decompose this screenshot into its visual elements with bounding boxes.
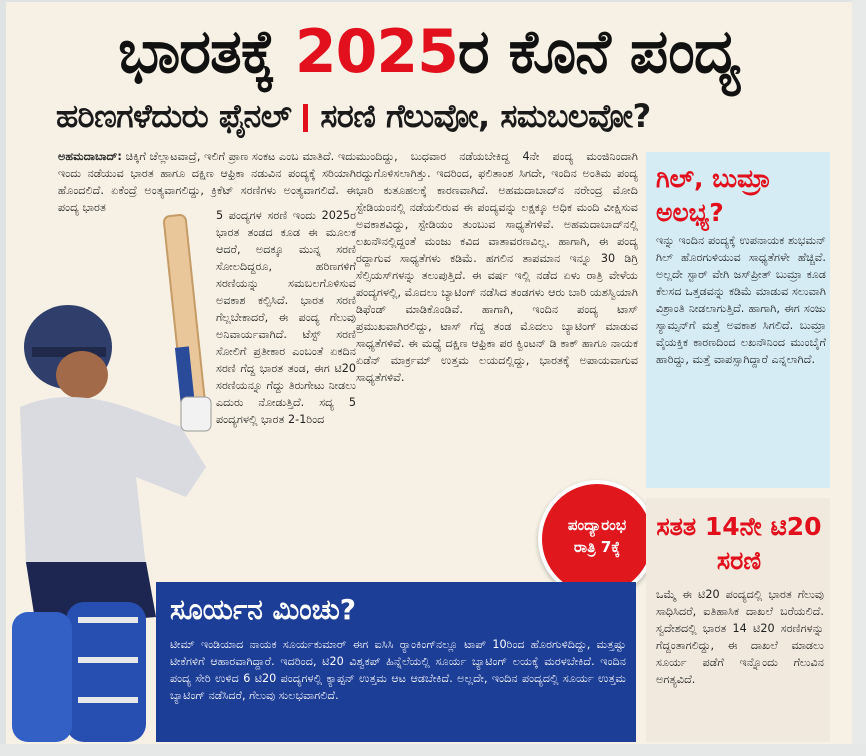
sidebar-gill-bumrah [646, 152, 830, 488]
newspaper-page [6, 2, 852, 744]
story-col1-text: ಚಿಕ್ಕಿಗೆ ಚೆಲ್ಲಾಟವಾದ್ರೆ, ಇಲಿಗೆ ಪ್ರಾಣ ಸಂಕಟ ಎಂಬ ಮಾತಿದೆ. ಇದು ಇಂದು ನಡೆಯುವ ಭಾರತ ಹಾಗೂ ದಕ್ಷಿಣ ಆಫ್ರಿಕಾ ನಡುವಿನ ಪಂದ್ಯಕ್ಕೆ ಸರಿಯಾಗಿ ಹೊಂದಲಿದೆ. ಏಕೆಂದ್ರೆ ಅಂತ್ಯವಾಗಲಿದ್ದು, ಕ್ರಿಕೆಟ್ ಸರಣಿಗಳು ಅಂತ್ಯವಾಗಲಿದೆ. ಈ ಪಂದ್ಯ ಭಾರತ [58, 150, 356, 214]
sidebar-bottom-title: ಸತತ 14ನೇ ಟಿ20 ಸರಣಿ [656, 512, 822, 575]
surya-box-text: ಟೀಮ್ ಇಂಡಿಯಾದ ನಾಯಕ ಸೂರ್ಯಕುಮಾರ್ ಈಗ ಐಸಿಸಿ ರ‍್ಯಾಂಕಿಂಗ್‌ನಲ್ಲೂ ಟಾಪ್ 10ರಿಂದ ಹೊರಗುಳಿದಿದ್ದು, ಮತ್ತಷ್ಟು ಟೀಕೆಗಳಿಗೆ ಆಹಾರವಾಗಿದ್ದಾರೆ. ಇದರಿಂದ, ಟಿ20 ವಿಶ್ವಕಪ್ ಹಿನ್ನೆಲೆಯಲ್ಲಿ ಸೂರ್ಯ ಬ್ಯಾಟಿಂಗ್ ಲಯಕ್ಕೆ ಮರಳಬೇಕಿದೆ. ಇಂದಿನ ಪಂದ್ಯ ಸೇರಿ ಉಳಿದ 6 ಟಿ20 ಪಂದ್ಯಗಳಲ್ಲಿ ಕ್ಯಾಪ್ಟನ್ ಉತ್ತಮ ಆಟ ಆಡಬೇಕಿದೆ. ಅಲ್ಲದೇ, ಇಂದಿನ ಪಂದ್ಯದಲ್ಲಿ ಸೂರ್ಯ ಉತ್ತಮ ಬ್ಯಾಟಿಂಗ್ ನಡೆಸಿದರೆ, ಗೆಲುವು ಸುಲಭವಾಗಲಿದೆ. [170, 638, 626, 702]
headline-part2: ರ ಕೊನೆ ಪಂದ್ಯ [457, 17, 740, 87]
dateline: ಅಹಮದಾಬಾದ್: [58, 150, 122, 163]
badge-line2: ರಾತ್ರಿ 7ಕ್ಕೆ [573, 538, 621, 556]
scan-margin-bottom [0, 744, 866, 756]
subheadline [56, 94, 846, 138]
sidebar-top-title: ಗಿಲ್, ಬುಮ್ರಾ ಅಲಭ್ಯ? [656, 164, 771, 227]
surya-box-title: ಸೂರ್ಯನ ಮಿಂಚು? [170, 593, 356, 626]
story-col2-text: ಮುಂದಿದ್ದು, ಬುಧವಾರ ನಡೆಯಬೇಕಿದ್ದ 4ನೇ ಪಂದ್ಯ ಮಂಜಿನಿಂದಾಗಿ ರದ್ದುಗೊಳಿಸಲಾಗಿತ್ತು. ಇದರಿಂದ, ಫಲಿತಾಂಶ ಸಿಗದೇ, ಇಂದಿನ ಅಂತಿಮ ಪಂದ್ಯ ಭಾರಿ ಕುತೂಹಲಕ್ಕೆ ಕಾರಣವಾಗಿದೆ. ಅಹಮದಾಬಾದ್‌ನ ನರೇಂದ್ರ ಮೋದಿ ಸ್ಟೇಡಿಯಂನಲ್ಲಿ ನಡೆಯಲಿರುವ ಈ ಪಂದ್ಯವನ್ನು ಲಕ್ಷಕ್ಕೂ ಅಧಿಕ ಮಂದಿ ವೀಕ್ಷಿಸುವ ಅವಕಾಶವಿದ್ದು, ಸ್ಟೇಡಿಯಂ ತುಂಬುವ ಸಾಧ್ಯತೆಗಳಿವೆ. ಅಹಮದಾಬಾದ್‌ನಲ್ಲಿ ಲಖನೌನಲ್ಲಿದ್ದಂತೆ ಮಂಜು ಕವಿದ ವಾತಾವರಣವಿಲ್ಲ. ಹಾಗಾಗಿ, ಈ ಪಂದ್ಯ ರದ್ದಾಗುವ ಸಾಧ್ಯತೆಗಳು ಕಡಿಮೆ. ಹಗಲಿನ ತಾಪಮಾನ ಇನ್ನೂ 30 ಡಿಗ್ರಿ ಸೆಲ್ಸಿಯಸ್‌ಗಳನ್ನು ತಲುಪುತ್ತಿದೆ. ಈ ವರ್ಷ ಇಲ್ಲಿ ನಡೆದ ಏಳು ರಾತ್ರಿ ವೇಳೆಯ ಪಂದ್ಯಗಳಲ್ಲಿ, ಮೊದಲು ಬ್ಯಾಟಿಂಗ್ ನಡೆಸಿದ ತಂಡಗಳು ಆರು ಬಾರಿ ಯಶಸ್ವಿಯಾಗಿ ಡಿಫೆಂಡ್ ಮಾಡಿಕೊಂಡಿವೆ. ಹಾಗಾಗಿ, ಇಂದಿನ ಪಂದ್ಯ ಟಾಸ್ ಪ್ರಮುಖವಾಗಿರಲಿದ್ದು, ಟಾಸ್ ಗೆದ್ದ ತಂಡ ಮೊದಲು ಬ್ಯಾಟಿಂಗ್ ಮಾಡುವ ಸಾಧ್ಯತೆಗಳಿವೆ. ಈ ಮಧ್ಯೆ ದಕ್ಷಿಣ ಆಫ್ರಿಕಾ ಪರ ಕ್ವಿಂಟನ್ ಡಿ ಕಾಕ್ ಹಾಗೂ ನಾಯಕ ಏಡೆನ್ ಮಾರ್ಕ್ರಮ್ ಉತ್ತಮ ಲಯದಲ್ಲಿದ್ದು, ಭಾರತಕ್ಕೆ ಅಪಾಯವಾಗುವ ಸಾಧ್ಯತೆಗಳಿವೆ. [356, 150, 638, 384]
sidebar-t20-series [646, 498, 830, 742]
sidebar-bottom-text: ಒಮ್ಮೆ ಈ ಟಿ20 ಪಂದ್ಯದಲ್ಲಿ ಭಾರತ ಗೆಲುವು ಸಾಧಿಸಿದರೆ, ಐತಿಹಾಸಿಕ ದಾಖಲೆ ಬರೆಯಲಿದೆ. ಸ್ವದೇಶದಲ್ಲಿ ಭಾರತ 14 ಟಿ20 ಸರಣಿಗಳನ್ನು ಗೆದ್ದಂತಾಗಲಿದ್ದು, ಈ ದಾಖಲೆ ಮಾಡಲು ಸೂರ್ಯ ಪಡೆಗೆ ಇನ್ನೊಂದು ಗೆಲುವಿನ ಅಗತ್ಯವಿದೆ. [656, 588, 824, 686]
badge-line1: ಪಂದ್ಯಾರಂಭ [567, 516, 627, 534]
headline [6, 8, 852, 96]
headline-year: 2025 [294, 17, 458, 87]
sidebar-top-text: ಇನ್ನು ಇಂದಿನ ಪಂದ್ಯಕ್ಕೆ ಉಪನಾಯಕ ಶುಭಮನ್ ಗಿಲ್ ಹೊರಗುಳಿಯುವ ಸಾಧ್ಯತೆಗಳೇ ಹೆಚ್ಚಿವೆ. ಅಲ್ಲದೇ ಸ್ಟಾರ್ ವೇಗಿ ಜಸ್‌ಪ್ರೀತ್ ಬುಮ್ರಾ ಕೂಡ ಕೆಲಸದ ಒತ್ತಡವನ್ನು ಕಡಿಮೆ ಮಾಡುವ ಸಲುವಾಗಿ ವಿಶ್ರಾಂತಿ ನೀಡಲಾಗುತ್ತಿದೆ. ಹಾಗಾಗಿ, ಈಗ ಸಂಜು ಸ್ಯಾಮ್ಸನ್‌ಗೆ ಮತ್ತೆ ಅವಕಾಶ ಸಿಗಲಿದೆ. ಬುಮ್ರಾ ವೈಯಕ್ತಿಕ ಕಾರಣದಿಂದ ಲಖನೌನಿಂದ ಮುಂಬೈಗೆ ಹಾರಿದ್ದು, ಮತ್ತೆ ವಾಪಸ್ಸಾಗಿದ್ದಾರೆ ಎನ್ನಲಾಗಿದೆ. [656, 234, 826, 366]
headline-part1: ಭಾರತಕ್ಕೆ [118, 17, 295, 87]
surya-box [156, 582, 636, 742]
subhead-left: ಹರಿಣಗಳೆದುರು ಫೈನಲ್ [56, 97, 292, 135]
subhead-divider [303, 104, 308, 132]
match-time-badge [538, 480, 656, 598]
subhead-right: ಸರಣಿ ಗೆಲುವೋ, ಸಮಬಲವೋ? [320, 97, 651, 135]
story-col1-narrow-text: 5 ಪಂದ್ಯಗಳ ಸರಣಿ ಇಂದು 2025ರ ಭಾರತ ತಂಡದ ಕೂಡ ಈ ಮೂಲಕ ಆದರೆ, ಅದಕ್ಕೂ ಮುನ್ನ ಸರಣಿ ಸೋಲದಿದ್ದರೂ, ಹರಿಣಗಳಿಗೆ ಸರಣಿಯನ್ನು ಸಮಬಲಗೊಳಿಸುವ ಅವಕಾಶ ಕಲ್ಪಿಸಿದೆ. ಭಾರತ ಸರಣಿ ಗೆಲ್ಲಬೇಕಾದರೆ, ಈ ಪಂದ್ಯ ಗೆಲುವು ಅನಿವಾರ್ಯವಾಗಿದೆ. ಟೆಸ್ಟ್ ಸರಣಿ ಸೋಲಿಗೆ ಪ್ರತೀಕಾರ ಎಂಬಂತೆ ಏಕದಿನ ಸರಣಿ ಗೆದ್ದ ಭಾರತ ತಂಡ, ಈಗ ಟಿ20 ಸರಣಿಯನ್ನೂ ಗೆದ್ದು ತಿರುಗೇಟು ನೀಡಲು ಎದುರು ನೋಡುತ್ತಿದೆ. ಸದ್ಯ 5 ಪಂದ್ಯಗಳಲ್ಲಿ ಭಾರತ 2-1ರಿಂದ [216, 209, 356, 426]
scan-margin-right [852, 0, 866, 756]
